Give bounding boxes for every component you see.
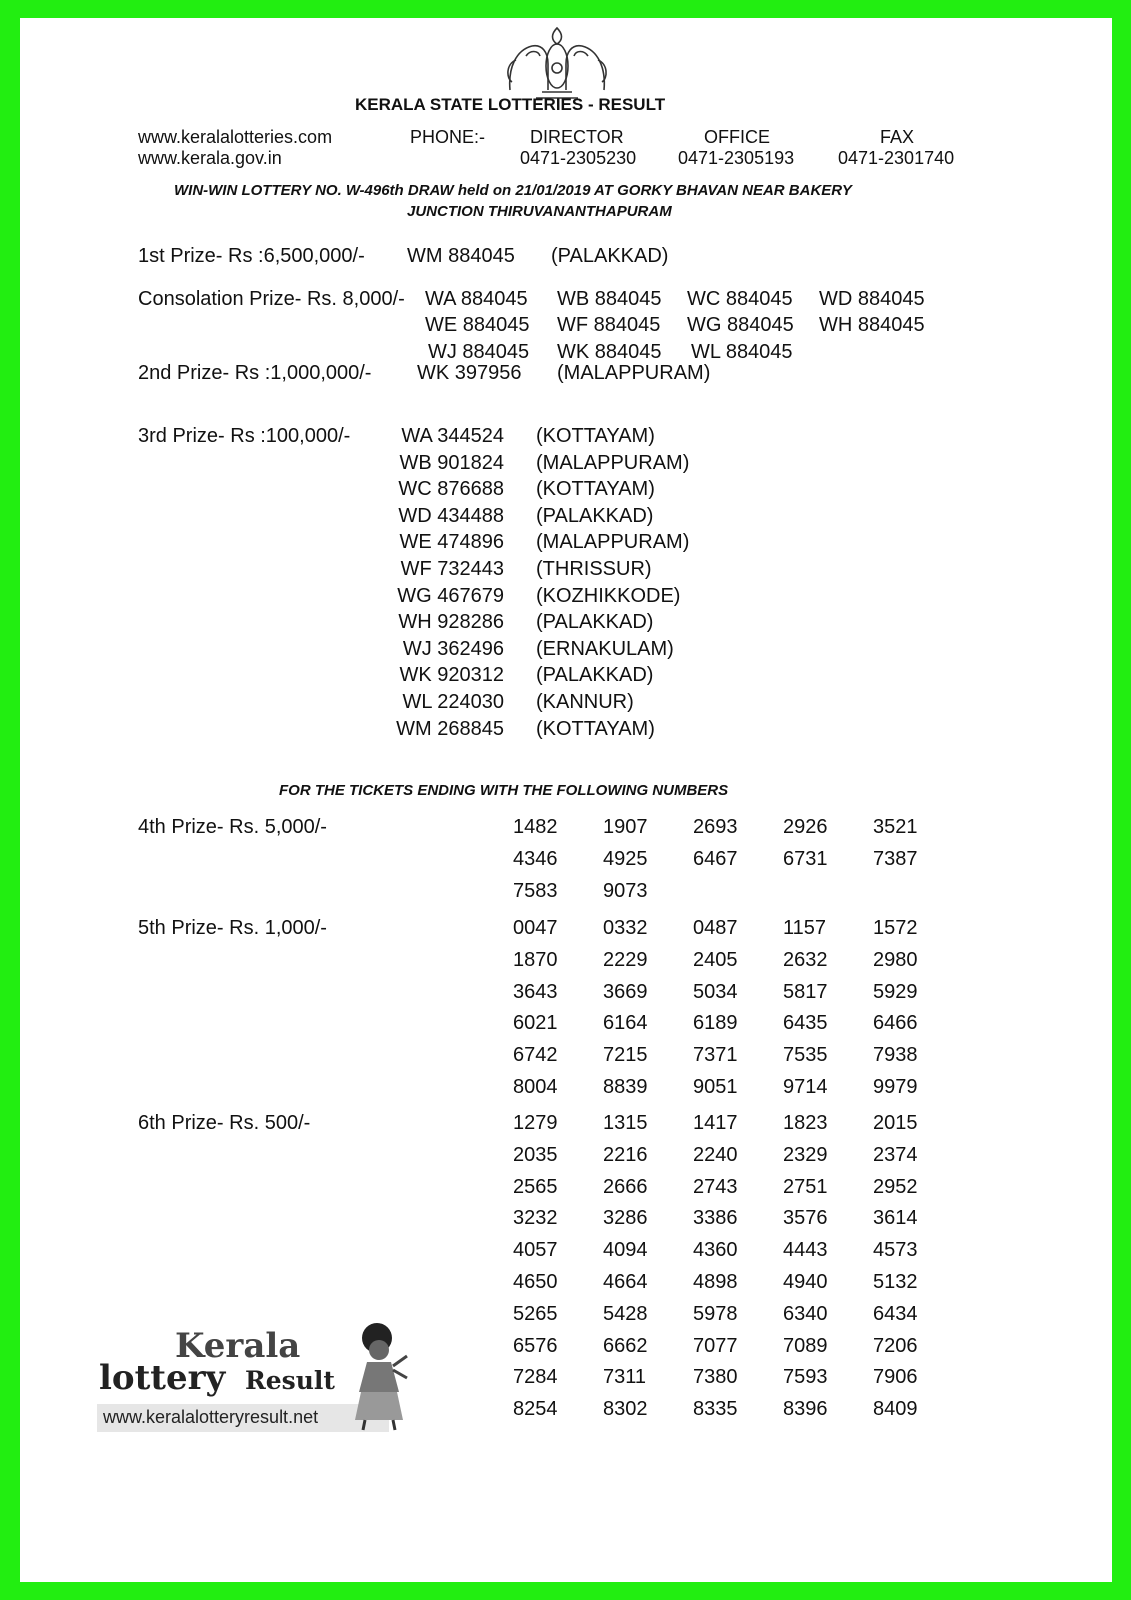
ending-number: 2980 xyxy=(873,948,918,971)
draw-info-line2: JUNCTION THIRUVANANTHAPURAM xyxy=(407,203,672,220)
office-label: OFFICE xyxy=(704,127,770,147)
third-prize-place: (MALAPPURAM) xyxy=(536,451,690,474)
ending-number: 1823 xyxy=(783,1112,828,1134)
ending-number: 3386 xyxy=(693,1207,738,1230)
ending-number: 5817 xyxy=(783,980,828,1003)
third-prize-place: (KOTTAYAM) xyxy=(536,425,655,447)
consolation-ticket: WH 884045 xyxy=(819,314,925,336)
third-prize-place: (KOTTAYAM) xyxy=(536,478,655,501)
ending-number: 8396 xyxy=(783,1398,828,1421)
third-prize-ticket: WJ 362496 xyxy=(402,637,504,660)
ending-number: 4925 xyxy=(603,847,648,870)
ending-number: 1417 xyxy=(693,1112,738,1134)
consolation-ticket: WK 884045 xyxy=(557,341,662,363)
ending-number: 4650 xyxy=(513,1271,558,1293)
ending-number: 1907 xyxy=(603,816,648,838)
consolation-ticket: WG 884045 xyxy=(687,314,794,336)
kerala-state-emblem-icon xyxy=(502,20,612,102)
third-prize-place: (KOTTAYAM) xyxy=(536,717,655,740)
ending-number: 6742 xyxy=(513,1044,558,1067)
ending-number: 2926 xyxy=(783,816,828,838)
ending-number: 7583 xyxy=(513,879,558,902)
ending-number: 3643 xyxy=(513,980,558,1003)
ending-number: 1279 xyxy=(513,1112,558,1134)
third-prize-place: (PALAKKAD) xyxy=(536,611,654,634)
consolation-prize-label: Consolation Prize- Rs. 8,000/- xyxy=(138,288,405,310)
third-prize-place: (KANNUR) xyxy=(536,691,634,713)
ending-number: 9714 xyxy=(783,1076,828,1098)
second-prize-place: (MALAPPURAM) xyxy=(557,362,711,384)
consolation-ticket: WD 884045 xyxy=(819,288,925,310)
ending-number: 0047 xyxy=(513,917,558,939)
ending-number: 6731 xyxy=(783,847,828,870)
ending-number: 1572 xyxy=(873,917,918,939)
ending-number: 7593 xyxy=(783,1366,828,1389)
second-prize-ticket: WK 397956 xyxy=(417,362,522,384)
third-prize-ticket: WA 344524 xyxy=(401,425,504,447)
ending-number: 7371 xyxy=(693,1044,738,1067)
draw-info-line1: WIN-WIN LOTTERY NO. W-496th DRAW held on 21/01/2019 AT GORKY BHAVAN NEAR BAKERY xyxy=(174,182,852,199)
ending-number: 7206 xyxy=(873,1334,918,1357)
third-prize-ticket: WH 928286 xyxy=(398,611,504,634)
consolation-ticket: WF 884045 xyxy=(557,314,661,336)
page-title: KERALA STATE LOTTERIES - RESULT xyxy=(355,95,666,114)
ending-number: 1315 xyxy=(603,1112,648,1134)
ending-number: 2666 xyxy=(603,1175,648,1198)
consolation-ticket: WE 884045 xyxy=(425,314,530,336)
consolation-ticket: WB 884045 xyxy=(557,288,662,310)
ending-number: 4346 xyxy=(513,847,558,870)
consolation-ticket: WL 884045 xyxy=(691,341,793,363)
ending-number: 3286 xyxy=(603,1207,648,1230)
ending-number: 2216 xyxy=(603,1143,648,1166)
ending-number: 7215 xyxy=(603,1044,648,1067)
third-prize-label: 3rd Prize- Rs :100,000/- xyxy=(138,425,351,447)
ending-number: 2405 xyxy=(693,948,738,971)
ending-number: 2751 xyxy=(783,1175,828,1198)
ending-number: 6466 xyxy=(873,1012,918,1035)
watermark-line2b: Result xyxy=(245,1366,335,1395)
director-phone: 0471-2305230 xyxy=(520,148,637,168)
ending-number: 8302 xyxy=(603,1398,648,1421)
kathakali-mascot-icon xyxy=(349,1322,409,1434)
watermark-url[interactable]: www.keralalotteryresult.net xyxy=(103,1407,319,1427)
ending-number: 7938 xyxy=(873,1044,918,1067)
first-prize-ticket: WM 884045 xyxy=(407,245,515,267)
ending-number: 4898 xyxy=(693,1271,738,1293)
ending-number: 3576 xyxy=(783,1207,828,1230)
ending-number: 3232 xyxy=(513,1207,558,1230)
ending-number: 9979 xyxy=(873,1076,918,1098)
ending-number: 7380 xyxy=(693,1366,738,1389)
ending-number: 1157 xyxy=(783,917,827,939)
third-prize-ticket: WB 901824 xyxy=(399,451,504,474)
third-prize-ticket: WL 224030 xyxy=(402,691,504,713)
fifth-prize-label: 5th Prize- Rs. 1,000/- xyxy=(138,917,327,939)
ending-number: 2035 xyxy=(513,1143,558,1166)
ending-number: 2015 xyxy=(873,1112,918,1134)
ending-number: 7387 xyxy=(873,847,918,870)
ending-number: 2743 xyxy=(693,1175,738,1198)
ending-number: 6662 xyxy=(603,1334,648,1357)
third-prize-ticket: WG 467679 xyxy=(397,584,504,607)
third-prize-ticket: WF 732443 xyxy=(400,558,504,580)
ending-number: 6576 xyxy=(513,1334,558,1357)
ending-number: 3669 xyxy=(603,980,648,1003)
ending-number: 8335 xyxy=(693,1398,738,1421)
ending-number: 5978 xyxy=(693,1302,738,1325)
ending-number: 7906 xyxy=(873,1366,918,1389)
ending-number: 7284 xyxy=(513,1366,558,1389)
ending-number: 4443 xyxy=(783,1239,828,1262)
ending-number: 8254 xyxy=(513,1398,558,1421)
ending-number: 6435 xyxy=(783,1012,828,1035)
ending-number: 4094 xyxy=(603,1239,648,1262)
watermark-line1: Kerala xyxy=(175,1326,301,1366)
ending-number: 6189 xyxy=(693,1012,738,1035)
third-prize-place: (PALAKKAD) xyxy=(536,664,654,687)
third-prize-ticket: WM 268845 xyxy=(396,717,504,740)
first-prize-place: (PALAKKAD) xyxy=(551,245,669,267)
ending-number: 6467 xyxy=(693,847,738,870)
ending-number: 3521 xyxy=(873,816,918,838)
consolation-ticket: WJ 884045 xyxy=(428,341,530,363)
ending-number: 2952 xyxy=(873,1175,918,1198)
ending-number: 7311 xyxy=(603,1366,647,1389)
ending-number: 6021 xyxy=(513,1012,558,1035)
third-prize-place: (THRISSUR) xyxy=(536,558,652,580)
third-prize-ticket: WE 474896 xyxy=(399,531,504,554)
ending-number: 8409 xyxy=(873,1398,918,1421)
ending-number: 8839 xyxy=(603,1076,648,1098)
ending-number: 8004 xyxy=(513,1076,558,1098)
result-sheet xyxy=(20,18,1112,1582)
ending-number: 4573 xyxy=(873,1239,918,1262)
watermark-line2: lottery xyxy=(99,1358,226,1398)
fourth-prize-label: 4th Prize- Rs. 5,000/- xyxy=(138,816,327,838)
consolation-ticket: WA 884045 xyxy=(425,288,528,310)
ending-number: 6164 xyxy=(603,1012,648,1035)
ending-number: 2240 xyxy=(693,1143,738,1166)
third-prize-ticket: WD 434488 xyxy=(398,504,504,527)
third-prize-ticket: WK 920312 xyxy=(399,664,504,687)
ending-number: 2229 xyxy=(603,948,648,971)
website-gov-link[interactable]: www.kerala.gov.in xyxy=(138,148,282,168)
ending-number: 1482 xyxy=(513,816,558,838)
ending-number: 5265 xyxy=(513,1302,558,1325)
third-prize-place: (PALAKKAD) xyxy=(536,504,654,527)
office-phone: 0471-2305193 xyxy=(678,148,795,168)
ending-number: 9051 xyxy=(693,1076,738,1098)
ending-number: 4057 xyxy=(513,1239,558,1262)
ending-number: 6340 xyxy=(783,1302,828,1325)
ending-number: 4360 xyxy=(693,1239,738,1262)
ending-number: 5132 xyxy=(873,1271,918,1293)
ending-number: 2329 xyxy=(783,1143,828,1166)
third-prize-place: (ERNAKULAM) xyxy=(536,637,674,660)
ending-number: 2565 xyxy=(513,1175,558,1198)
phone-label: PHONE:- xyxy=(410,127,486,147)
ending-number: 7077 xyxy=(693,1334,738,1357)
ending-number: 4664 xyxy=(603,1271,648,1293)
ending-number: 2693 xyxy=(693,816,738,838)
ending-number: 9073 xyxy=(603,879,648,902)
ending-number: 5034 xyxy=(693,980,738,1003)
director-label: DIRECTOR xyxy=(530,127,624,147)
consolation-ticket: WC 884045 xyxy=(687,288,793,310)
kerala-lottery-result-watermark xyxy=(97,1326,427,1442)
ending-number: 7535 xyxy=(783,1044,828,1067)
ending-number: 0332 xyxy=(603,917,648,939)
ending-number: 3614 xyxy=(873,1207,918,1230)
third-prize-place: (MALAPPURAM) xyxy=(536,531,690,554)
ending-number: 6434 xyxy=(873,1302,918,1325)
website-lotteries-link[interactable]: www.keralalotteries.com xyxy=(138,127,333,147)
ending-number: 5428 xyxy=(603,1302,648,1325)
ending-number: 2374 xyxy=(873,1143,918,1166)
first-prize-label: 1st Prize- Rs :6,500,000/- xyxy=(138,245,365,267)
ending-number: 1870 xyxy=(513,948,558,971)
ending-number: 4940 xyxy=(783,1271,828,1293)
fax-phone: 0471-2301740 xyxy=(838,148,955,168)
third-prize-ticket: WC 876688 xyxy=(398,478,504,501)
second-prize-label: 2nd Prize- Rs :1,000,000/- xyxy=(138,362,372,384)
ending-number: 5929 xyxy=(873,980,918,1003)
ending-number: 2632 xyxy=(783,948,828,971)
third-prize-place: (KOZHIKKODE) xyxy=(536,584,681,607)
fax-label: FAX xyxy=(880,127,915,147)
ending-number: 7089 xyxy=(783,1334,828,1357)
ending-number: 0487 xyxy=(693,917,738,939)
sixth-prize-label: 6th Prize- Rs. 500/- xyxy=(138,1112,311,1134)
ending-note: FOR THE TICKETS ENDING WITH THE FOLLOWING NUMBERS xyxy=(279,782,729,799)
